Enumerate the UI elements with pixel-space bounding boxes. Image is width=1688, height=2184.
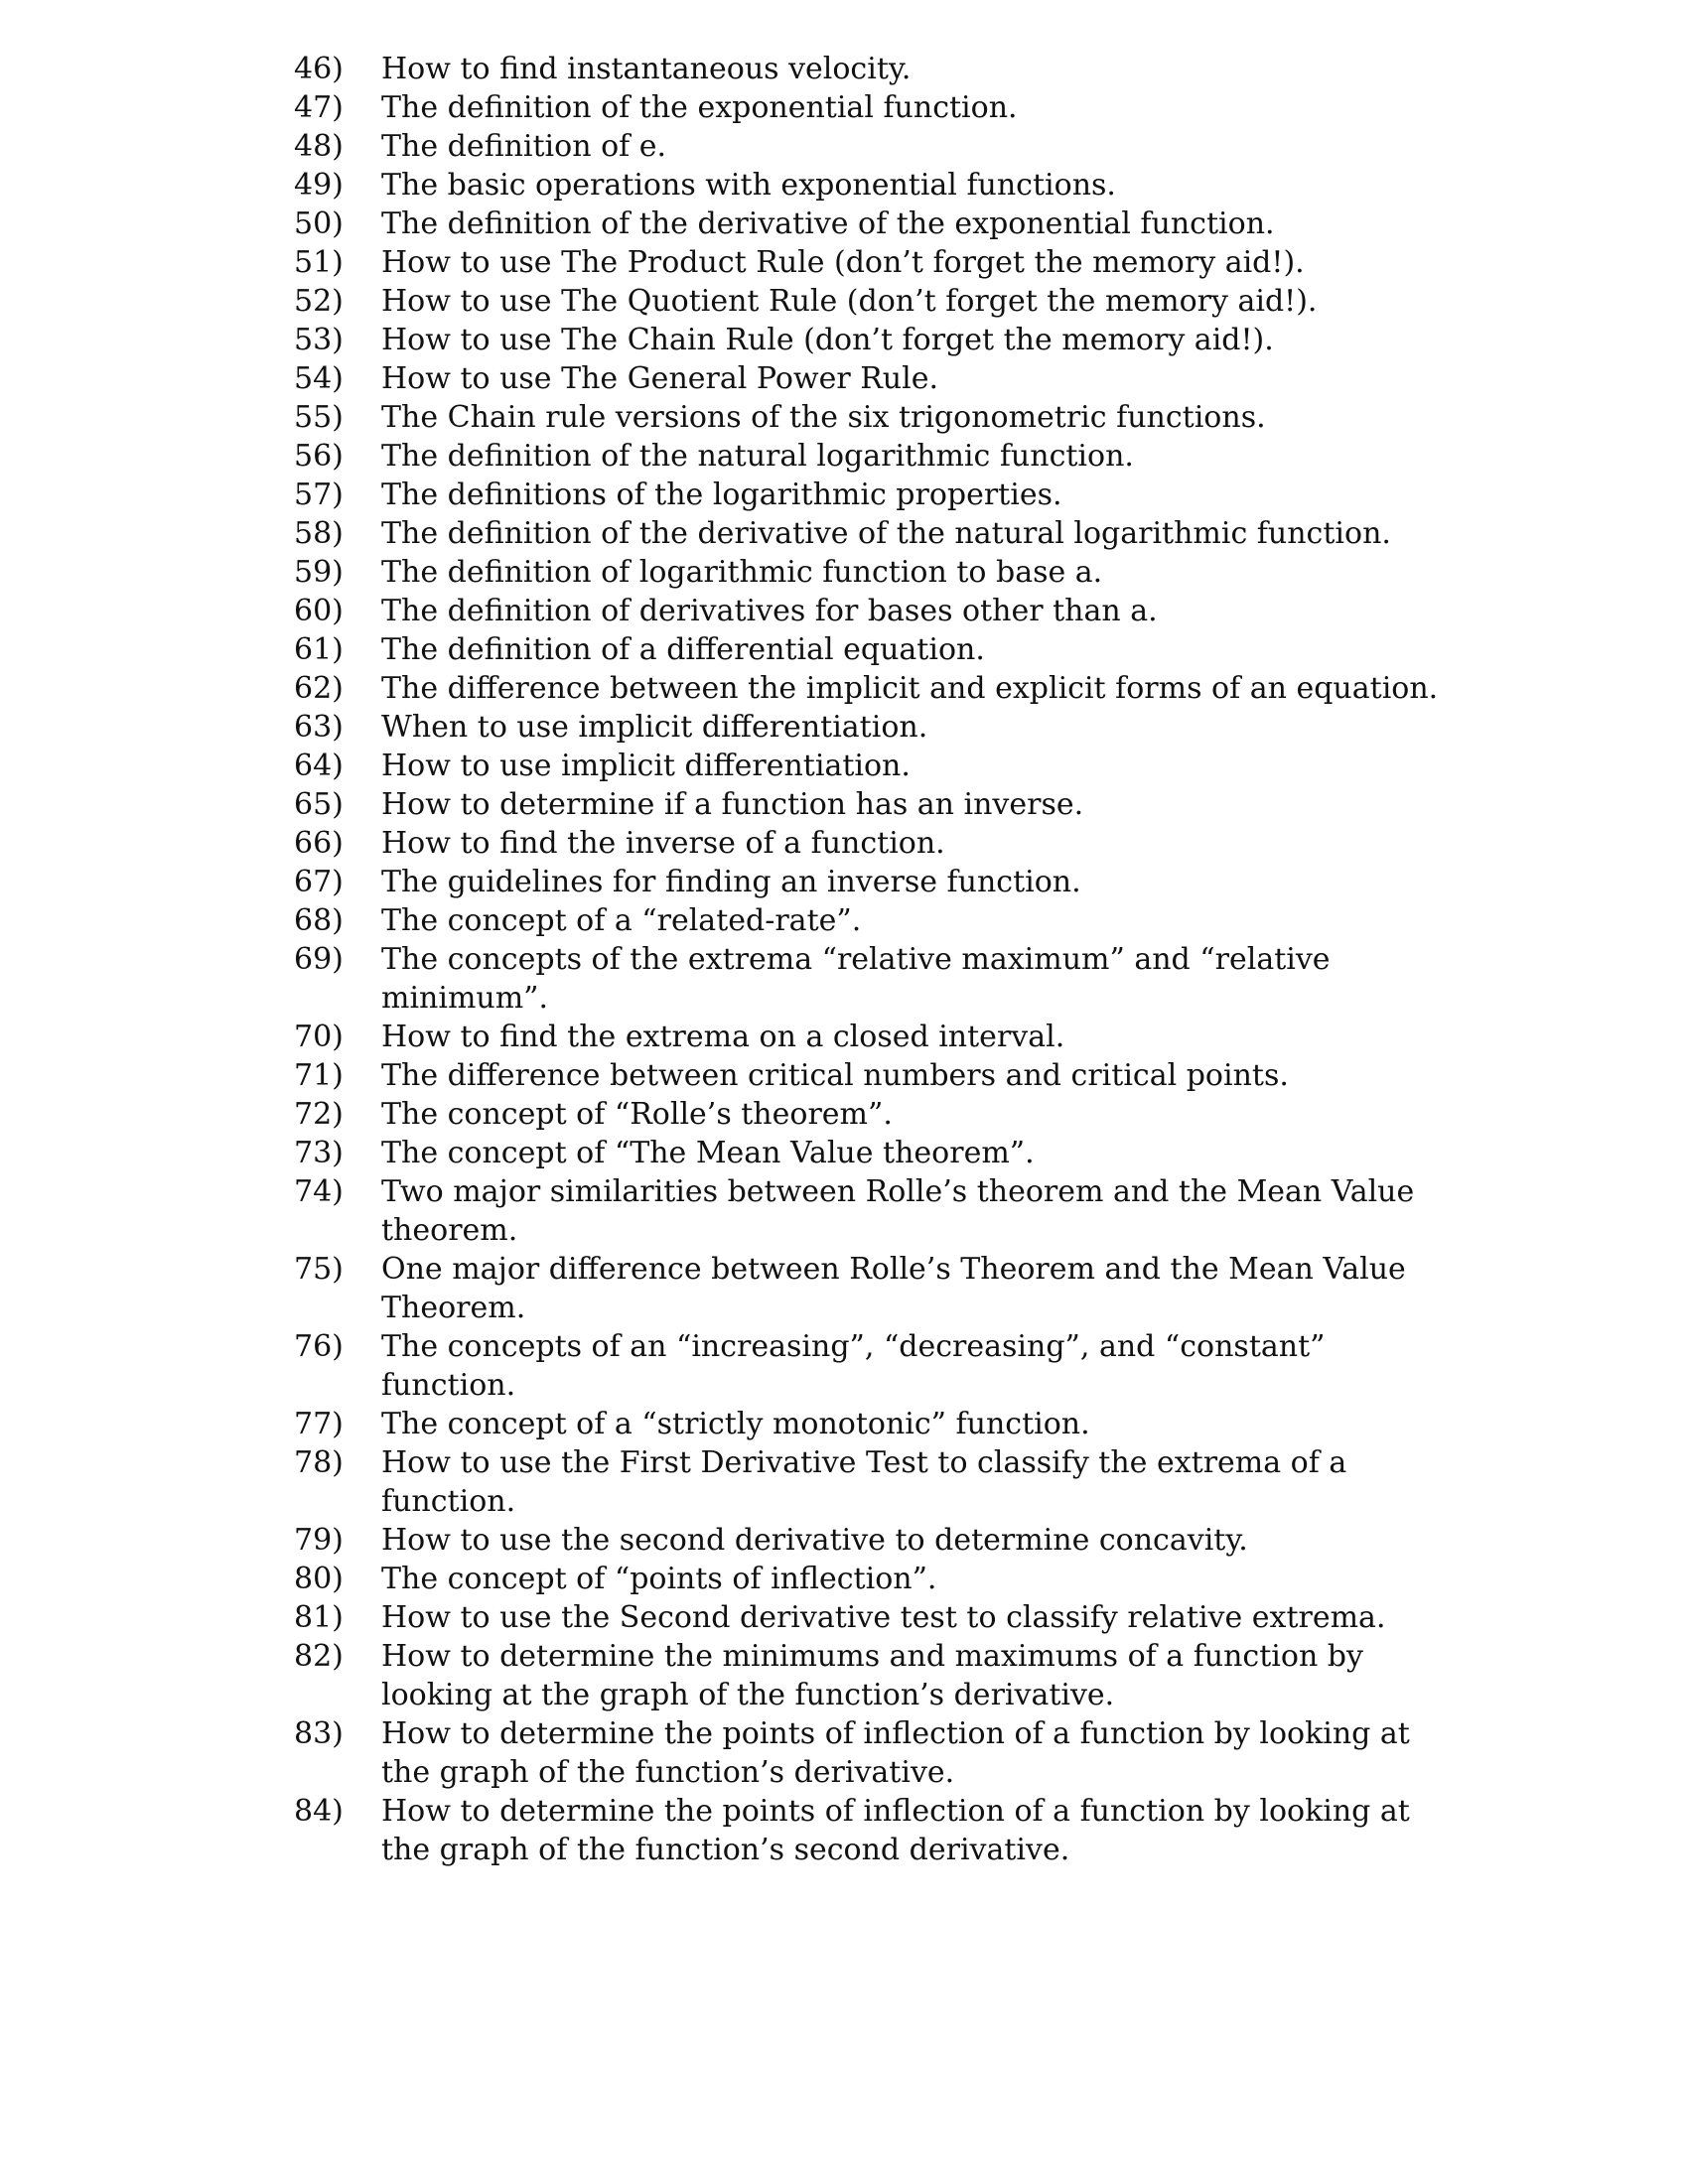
item-number: 60): [294, 594, 344, 628]
item-text: How to find the inverse of a function.: [381, 826, 945, 861]
list-item: [294, 901, 1446, 940]
item-text: How to determine the points of inflection of a function by looking at the graph of the function’s derivative.: [381, 1716, 1420, 1790]
item-text: The definition of the exponential function.: [381, 90, 1018, 125]
list-item: [294, 592, 1446, 630]
item-text: The definition of e.: [381, 129, 667, 164]
item-number: 49): [294, 168, 344, 203]
list-item: [294, 824, 1446, 863]
item-number: 54): [294, 361, 344, 396]
item-number: 58): [294, 516, 344, 551]
list-item: [294, 50, 1446, 88]
item-text: One major difference between Rolle’s Theorem and the Mean Value Theorem.: [381, 1252, 1416, 1325]
item-text: How to use implicit differentiation.: [381, 749, 911, 783]
list-item: [294, 476, 1446, 514]
item-text: The definition of the derivative of the natural logarithmic function.: [381, 516, 1391, 551]
list-item: [294, 630, 1446, 669]
item-text: The concepts of an “increasing”, “decreasing”, and “constant” function.: [381, 1329, 1336, 1403]
list-item: [294, 243, 1446, 282]
item-text: The concept of a “strictly monotonic” function.: [381, 1407, 1090, 1441]
item-number: 67): [294, 865, 344, 899]
list-item: [294, 437, 1446, 476]
list-item: [294, 1637, 1446, 1714]
item-number: 75): [294, 1252, 344, 1287]
item-text: How to determine the minimums and maximums of a function by looking at the graph of the function’s derivative.: [381, 1639, 1373, 1712]
item-number: 46): [294, 52, 344, 86]
list-item: [294, 1250, 1446, 1327]
list-item: [294, 359, 1446, 398]
item-number: 66): [294, 826, 344, 861]
item-number: 50): [294, 206, 344, 241]
list-item: [294, 1560, 1446, 1598]
item-number: 80): [294, 1562, 344, 1596]
list-item: [294, 940, 1446, 1018]
list-item: [294, 1095, 1446, 1134]
item-number: 51): [294, 245, 344, 280]
item-number: 53): [294, 323, 344, 357]
list-item: [294, 1792, 1446, 1869]
item-number: 70): [294, 1020, 344, 1054]
list-item: [294, 205, 1446, 243]
list-item: [294, 708, 1446, 747]
list-item: [294, 398, 1446, 437]
item-number: 61): [294, 632, 344, 667]
item-text: The definition of the derivative of the exponential function.: [381, 206, 1275, 241]
item-number: 57): [294, 478, 344, 512]
list-item: [294, 553, 1446, 592]
item-text: The difference between critical numbers and critical points.: [381, 1058, 1289, 1093]
item-number: 82): [294, 1639, 344, 1674]
list-item: [294, 127, 1446, 166]
item-number: 84): [294, 1794, 344, 1829]
item-text: The difference between the implicit and explicit forms of an equation.: [381, 671, 1439, 706]
item-number: 76): [294, 1329, 344, 1364]
item-number: 48): [294, 129, 344, 164]
list-item: [294, 321, 1446, 359]
item-number: 62): [294, 671, 344, 706]
item-text: The concept of “The Mean Value theorem”.: [381, 1136, 1035, 1170]
list-item: [294, 1521, 1446, 1560]
item-text: The concept of “points of inflection”.: [381, 1562, 937, 1596]
item-text: How to use The Quotient Rule (don’t forget the memory aid!).: [381, 284, 1318, 319]
list-item: [294, 785, 1446, 824]
list-item: [294, 1598, 1446, 1637]
list-item: [294, 1405, 1446, 1443]
item-number: 74): [294, 1174, 344, 1209]
item-number: 65): [294, 787, 344, 822]
topic-list: [294, 50, 1446, 1869]
item-text: How to use the second derivative to determine concavity.: [381, 1523, 1248, 1558]
item-number: 72): [294, 1097, 344, 1132]
item-text: The definition of the natural logarithmic function.: [381, 439, 1134, 474]
item-text: The definition of logarithmic function to base a.: [381, 555, 1103, 590]
item-number: 52): [294, 284, 344, 319]
list-item: [294, 669, 1446, 708]
item-text: How to find instantaneous velocity.: [381, 52, 912, 86]
item-text: The guidelines for finding an inverse function.: [381, 865, 1081, 899]
item-number: 83): [294, 1716, 344, 1751]
item-number: 81): [294, 1600, 344, 1635]
item-text: The definition of derivatives for bases other than a.: [381, 594, 1158, 628]
list-item: [294, 747, 1446, 785]
list-item: [294, 166, 1446, 205]
item-number: 71): [294, 1058, 344, 1093]
item-text: The definitions of the logarithmic properties.: [381, 478, 1062, 512]
item-number: 56): [294, 439, 344, 474]
item-number: 69): [294, 942, 344, 977]
list-item: [294, 1056, 1446, 1095]
item-number: 78): [294, 1445, 344, 1480]
item-number: 79): [294, 1523, 344, 1558]
list-item: [294, 1172, 1446, 1250]
item-text: The basic operations with exponential functions.: [381, 168, 1116, 203]
list-item: [294, 282, 1446, 321]
item-number: 64): [294, 749, 344, 783]
item-number: 55): [294, 400, 344, 435]
item-number: 63): [294, 710, 344, 745]
list-item: [294, 1327, 1446, 1405]
item-text: How to use the Second derivative test to classify relative extrema.: [381, 1600, 1386, 1635]
item-text: The definition of a differential equation.: [381, 632, 985, 667]
item-text: How to determine if a function has an inverse.: [381, 787, 1084, 822]
item-text: Two major similarities between Rolle’s theorem and the Mean Value theorem.: [381, 1174, 1424, 1248]
item-text: The concept of “Rolle’s theorem”.: [381, 1097, 893, 1132]
list-item: [294, 1443, 1446, 1521]
list-item: [294, 88, 1446, 127]
list-item: [294, 1714, 1446, 1792]
list-item: [294, 863, 1446, 901]
item-text: How to use the First Derivative Test to classify the extrema of a function.: [381, 1445, 1356, 1519]
item-number: 47): [294, 90, 344, 125]
list-item: [294, 1018, 1446, 1056]
item-text: How to use The Product Rule (don’t forget the memory aid!).: [381, 245, 1305, 280]
item-text: When to use implicit differentiation.: [381, 710, 928, 745]
item-number: 59): [294, 555, 344, 590]
item-text: The Chain rule versions of the six trigonometric functions.: [381, 400, 1266, 435]
item-number: 77): [294, 1407, 344, 1441]
list-item: [294, 514, 1446, 553]
item-text: The concept of a “related-rate”.: [381, 903, 862, 938]
item-text: The concepts of the extrema “relative maximum” and “relative minimum”.: [381, 942, 1340, 1016]
item-text: How to determine the points of inflection of a function by looking at the graph of the function’s second derivative.: [381, 1794, 1420, 1867]
item-text: How to use The Chain Rule (don’t forget the memory aid!).: [381, 323, 1274, 357]
item-number: 73): [294, 1136, 344, 1170]
item-number: 68): [294, 903, 344, 938]
list-item: [294, 1134, 1446, 1172]
item-text: How to use The General Power Rule.: [381, 361, 939, 396]
item-text: How to find the extrema on a closed interval.: [381, 1020, 1065, 1054]
